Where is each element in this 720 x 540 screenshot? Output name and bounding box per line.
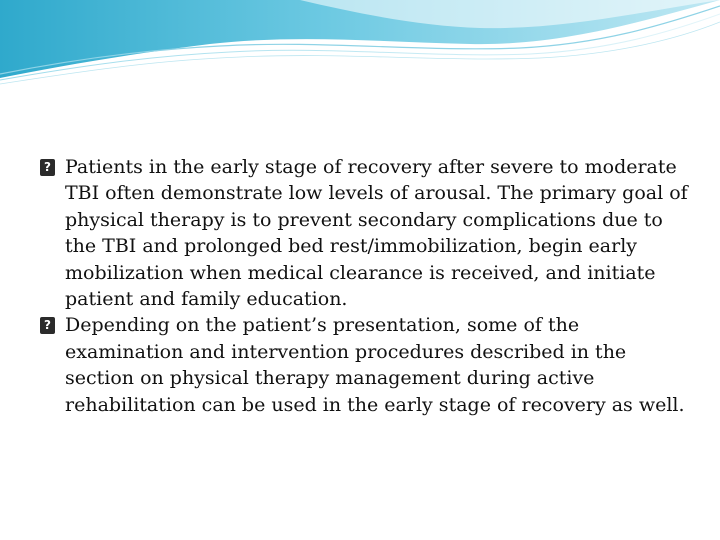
bullet-item (40, 312, 690, 418)
slide-body (40, 154, 690, 418)
bullet-glyph-icon (40, 159, 55, 176)
bullet-glyph-icon (40, 317, 55, 334)
bullet-item (40, 154, 690, 312)
bullet-text: Depending on the patient’s presentation, some of the examination and intervention procedures described in the section on physical therapy management during active rehabilitation can be used in the early stage of recovery as well. (65, 314, 685, 416)
header-wave-decoration (0, 0, 720, 90)
bullet-text: Patients in the early stage of recovery after severe to moderate TBI often demonstrate low levels of arousal. The primary goal of physical therapy is to prevent secondary complications due to the TBI and prolonged bed rest/immobilization, begin early mobilization when medical clearance is received, and initiate patient and family education. (65, 156, 688, 311)
